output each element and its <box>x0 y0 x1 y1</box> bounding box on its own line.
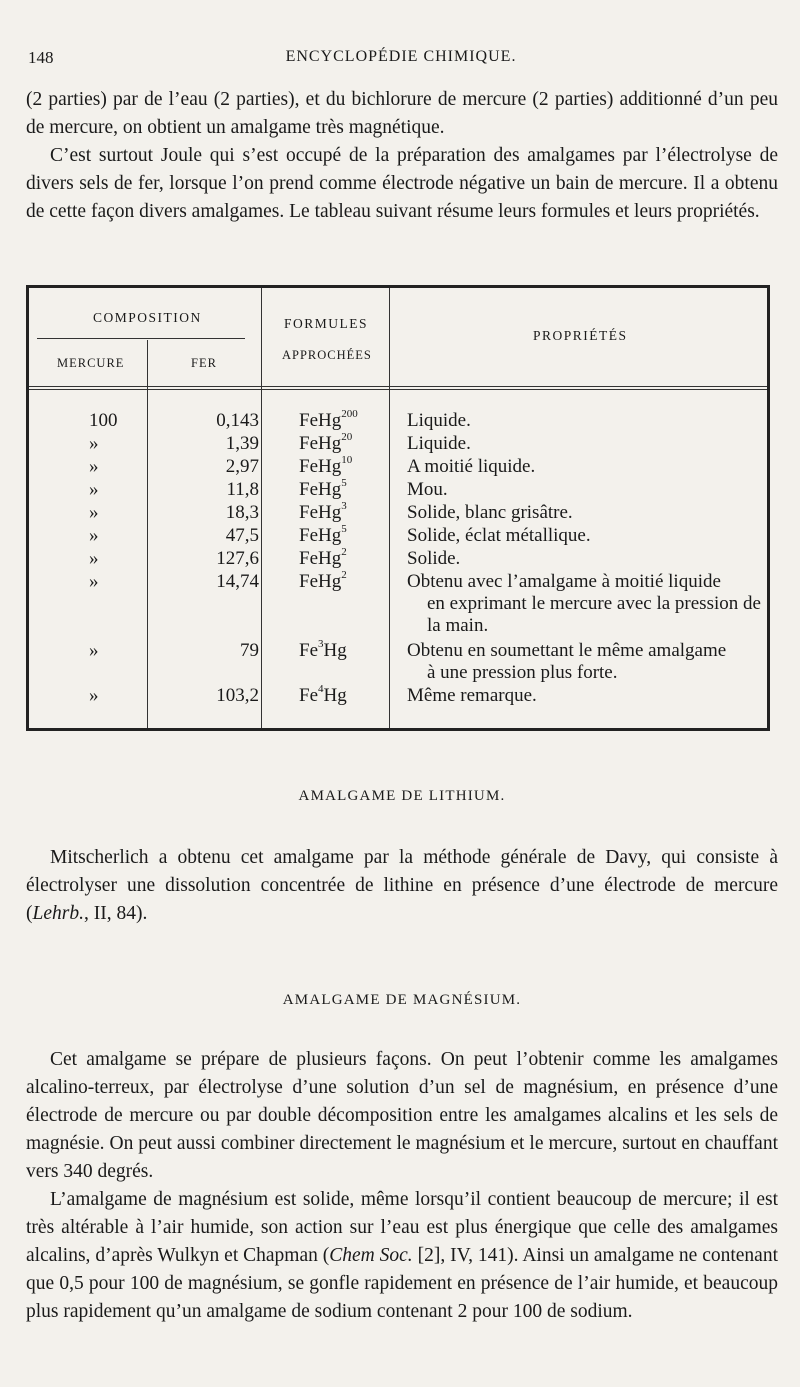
cell-propriete: Solide, éclat métallique. <box>407 525 591 546</box>
cell-mercure: » <box>89 525 99 546</box>
cell-propriete: Liquide. <box>407 433 471 454</box>
cell-formule: FeHg$^3$ <box>299 499 347 523</box>
magnesium-paragraph-2: L’amalgame de magnésium est solide, même lorsqu’il contient beaucoup de mercure; il est très altérable à l’air humide, son action sur l’eau est plus énergique que celle des amalgames alcalins, d’après Wulkyn et Chapman (Chem Soc. [2], IV, 141). Ainsi un amalgame ne contenant que 0,5 pour 100 de magnésium, se gonfle rapidement en présence de l’air humide, et beaucoup plus rapidement qu’un amalgame de sodium contenant 2 pour 100 de sodium. <box>26 1189 778 1322</box>
intro-paragraph-1: (2 parties) par de l’eau (2 parties), et du bichlorure de mercure (2 parties) additionné d’un peu de mercure, on obtient un amalgame très magnétique. <box>26 89 778 138</box>
table-row <box>29 545 767 570</box>
table-row <box>29 453 767 478</box>
page-header <box>28 48 774 72</box>
cell-mercure: » <box>89 456 99 477</box>
cell-formule: Fe$^3$Hg <box>299 637 347 661</box>
table-row <box>29 682 767 707</box>
cell-fer: 103,2 <box>216 685 259 706</box>
cell-formule: FeHg$^2$ <box>299 545 347 569</box>
magnesium-text <box>26 1046 778 1326</box>
header-proprietes: PROPRIÉTÉS <box>533 328 628 343</box>
composition-underline <box>37 338 245 339</box>
cell-formule: Fe$^4$Hg <box>299 682 347 706</box>
table-row <box>29 568 767 637</box>
cell-propriete: Obtenu en soumettant le même amalgame à une pression plus forte. <box>407 640 727 683</box>
cell-propriete: Obtenu avec l’amalgame à moitié liquide en exprimant le mercure avec la pression de la main. <box>407 571 761 636</box>
lithium-text: Mitscherlich a obtenu cet amalgame par la méthode générale de Davy, qui consiste à électrolyser une dissolution concentrée de lithine en présence d’une électrode de mercure (Lehrb., II, 84). <box>26 847 778 924</box>
cell-propriete: Solide. <box>407 548 461 569</box>
table-row <box>29 407 767 432</box>
cell-fer: 0,143 <box>216 410 259 431</box>
table-row <box>29 522 767 547</box>
cell-fer: 18,3 <box>225 502 259 523</box>
cell-propriete: Même remarque. <box>407 685 537 706</box>
cell-fer: 127,6 <box>216 548 259 569</box>
cell-formule: FeHg$^{10}$ <box>299 453 353 477</box>
table-row <box>29 430 767 455</box>
cell-fer: 14,74 <box>216 571 259 592</box>
cell-mercure: » <box>89 685 99 706</box>
intro-text <box>26 86 778 226</box>
section-title-magnesium: AMALGAME DE MAGNÉSIUM. <box>282 992 522 1008</box>
cell-propriete: A moitié liquide. <box>407 456 536 477</box>
table-row <box>29 476 767 501</box>
header-fer: FER <box>191 356 217 370</box>
cell-formule: FeHg$^{20}$ <box>299 430 353 454</box>
header-rule <box>29 386 767 387</box>
amalgam-table <box>26 285 770 731</box>
cell-fer: 79 <box>240 640 259 661</box>
header-rule-2 <box>29 389 767 390</box>
header-mercure: MERCURE <box>57 356 125 370</box>
cell-mercure: » <box>89 571 99 592</box>
cell-propriete: Solide, blanc grisâtre. <box>407 502 573 523</box>
cell-formule: FeHg$^2$ <box>299 568 347 592</box>
cell-mercure: » <box>89 502 99 523</box>
cell-propriete: Liquide. <box>407 410 471 431</box>
cell-mercure: » <box>89 640 99 661</box>
header-approchees: APPROCHÉES <box>282 348 372 362</box>
cell-fer: 2,97 <box>225 456 259 477</box>
cell-mercure: » <box>89 548 99 569</box>
header-composition: COMPOSITION <box>93 310 202 325</box>
cell-mercure: 100 <box>89 410 118 431</box>
intro-paragraph-2: C’est surtout Joule qui s’est occupé de la préparation des amalgames par l’électrolyse de divers sels de fer, lorsque l’on prend comme électrode négative un bain de mercure. Il a obtenu de cette façon divers amalgames. Le tableau suivant résume leurs formules et leurs propriétés. <box>26 145 778 222</box>
cell-mercure: » <box>89 433 99 454</box>
cell-fer: 47,5 <box>225 525 259 546</box>
cell-formule: FeHg$^{200}$ <box>299 407 358 431</box>
section-title-lithium: AMALGAME DE LITHIUM. <box>298 788 506 804</box>
cell-fer: 1,39 <box>225 433 259 454</box>
header-formules: FORMULES <box>284 316 369 331</box>
cell-propriete: Mou. <box>407 479 448 500</box>
cell-formule: FeHg$^5$ <box>299 522 347 546</box>
magnesium-paragraph-1: Cet amalgame se prépare de plusieurs façons. On peut l’obtenir comme les amalgames alcalino-terreux, par électrolyse d’une solution d’un sel de magnésium, en présence d’une électrode de mercure ou par double décomposition entre les amalgames alcalins et les sels de magnésie. On peut aussi combiner directement le magnésium et le mercure, surtout en chauffant vers 340 degrés. <box>26 1049 778 1182</box>
table-row <box>29 499 767 524</box>
cell-fer: 11,8 <box>226 479 259 500</box>
running-title: ENCYCLOPÉDIE CHIMIQUE. <box>285 48 517 65</box>
cell-mercure: » <box>89 479 99 500</box>
page-number: 148 <box>28 48 54 67</box>
cell-formule: FeHg$^5$ <box>299 476 347 500</box>
table-row <box>29 637 767 684</box>
